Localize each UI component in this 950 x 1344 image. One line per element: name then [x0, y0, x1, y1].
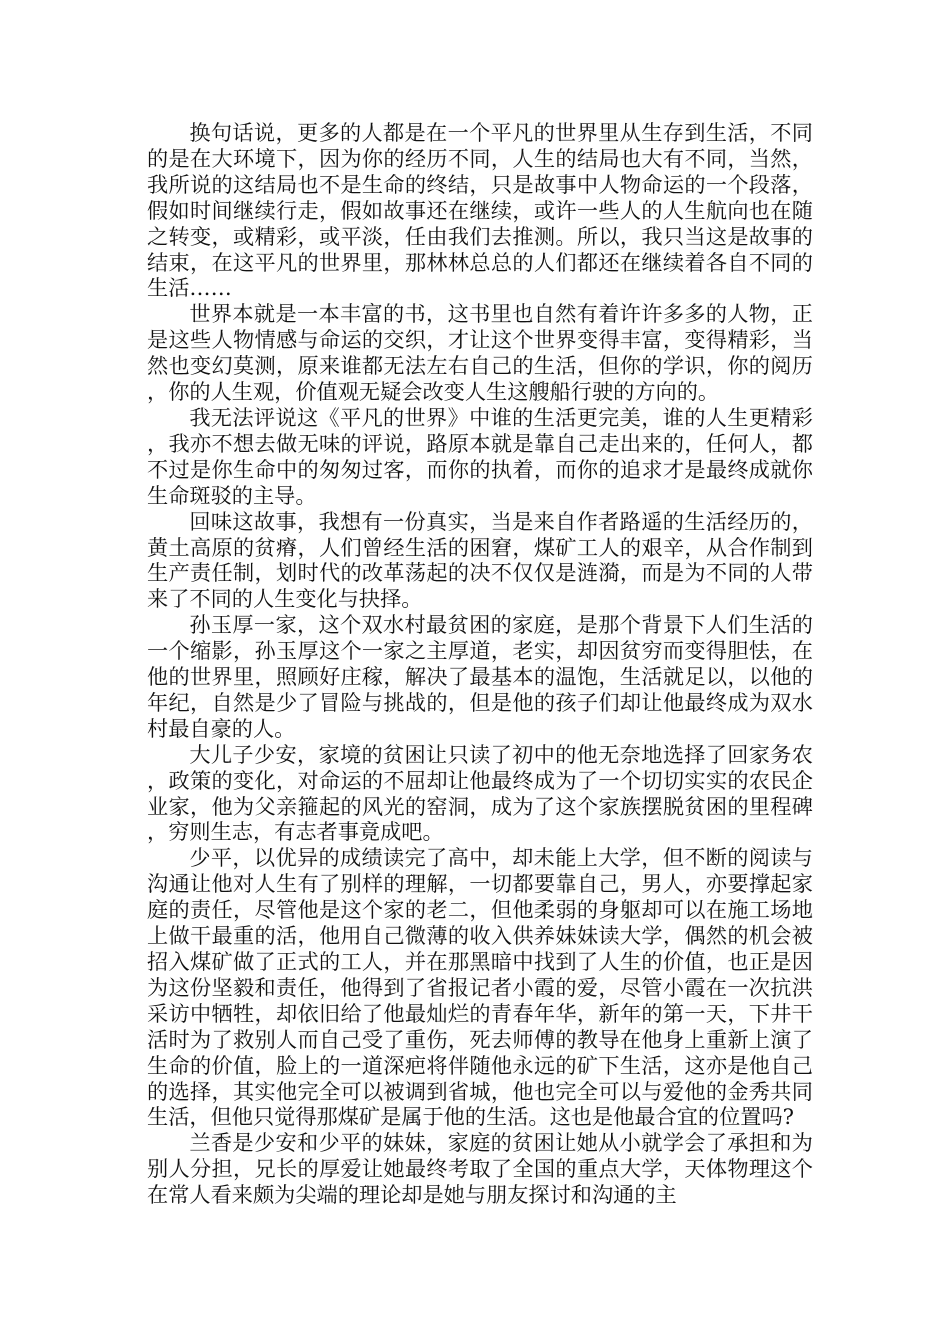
- paragraph-6: 大儿子少安，家境的贫困让只读了初中的他无奈地选择了回家务农，政策的变化，对命运的不屈却让他最终成为了一个切切实实的农民企业家，他为父亲箍起的风光的窑洞，成为了这个家族摆脱贫困的里程碑，穷则生志，有志者事竟成吧。: [147, 741, 813, 845]
- paragraph-3: 我无法评说这《平凡的世界》中谁的生活更完美，谁的人生更精彩，我亦不想去做无味的评说，路原本就是靠自己走出来的，任何人，都不过是你生命中的匆匆过客，而你的执着，而你的追求才是最终成就你生命斑驳的主导。: [147, 404, 813, 508]
- paragraph-7: 少平，以优异的成绩读完了高中，却未能上大学，但不断的阅读与沟通让他对人生有了别样的理解，一切都要靠自己，男人，亦要撑起家庭的责任，尽管他是这个家的老二，但他柔弱的身躯却可以在施工场地上做干最重的活，他用自己微薄的收入供养妹妹读大学，偶然的机会被招入煤矿做了正式的工人，并在那黑暗中找到了人生的价值，也正是因为这份坚毅和责任，他得到了省报记者小霞的爱，尽管小霞在一次抗洪采访中牺牲，却依旧给了他最灿烂的青春年华，新年的第一天，下井干活时为了救别人而自己受了重伤，死去师傅的教导在他身上重新上演了生命的价值，脸上的一道深疤将伴随他永远的矿下生活，这亦是他自己的选择，其实他完全可以被调到省城，他也完全可以与爱他的金秀共同生活，但他只觉得那煤矿是属于他的生活。这也是他最合宜的位置吗?: [147, 845, 813, 1130]
- paragraph-1: 换句话说，更多的人都是在一个平凡的世界里从生存到生活，不同的是在大环境下，因为你的经历不同，人生的结局也大有不同，当然，我所说的这结局也不是生命的终结，只是故事中人物命运的一个段落，假如时间继续行走，假如故事还在继续，或许一些人的人生航向也在随之转变，或精彩，或平淡，任由我们去推测。所以，我只当这是故事的结束，在这平凡的世界里，那林林总总的人们都还在继续着各自不同的生活……: [147, 120, 813, 301]
- paragraph-4: 回味这故事，我想有一份真实，当是来自作者路遥的生活经历的，黄土高原的贫瘠，人们曾经生活的困窘，煤矿工人的艰辛，从合作制到生产责任制，划时代的改革荡起的决不仅仅是涟漪，而是为不同的人带来了不同的人生变化与抉择。: [147, 508, 813, 612]
- paragraph-8: 兰香是少安和少平的妹妹，家庭的贫困让她从小就学会了承担和为别人分担，兄长的厚爱让她最终考取了全国的重点大学，天体物理这个在常人看来颇为尖端的理论却是她与朋友探讨和沟通的主: [147, 1130, 813, 1208]
- paragraph-2: 世界本就是一本丰富的书，这书里也自然有着许许多多的人物，正是这些人物情感与命运的交织，才让这个世界变得丰富，变得精彩，当然也变幻莫测，原来谁都无法左右自己的生活，但你的学识，你的阅历，你的人生观，价值观无疑会改变人生这艘船行驶的方向的。: [147, 301, 813, 405]
- paragraph-5: 孙玉厚一家，这个双水村最贫困的家庭，是那个背景下人们生活的一个缩影，孙玉厚这个一家之主厚道，老实，却因贫穷而变得胆怯，在他的世界里，照顾好庄稼，解决了最基本的温饱，生活就足以，以他的年纪，自然是少了冒险与挑战的，但是他的孩子们却让他最终成为双水村最自豪的人。: [147, 612, 813, 741]
- document-page: [147, 120, 813, 1208]
